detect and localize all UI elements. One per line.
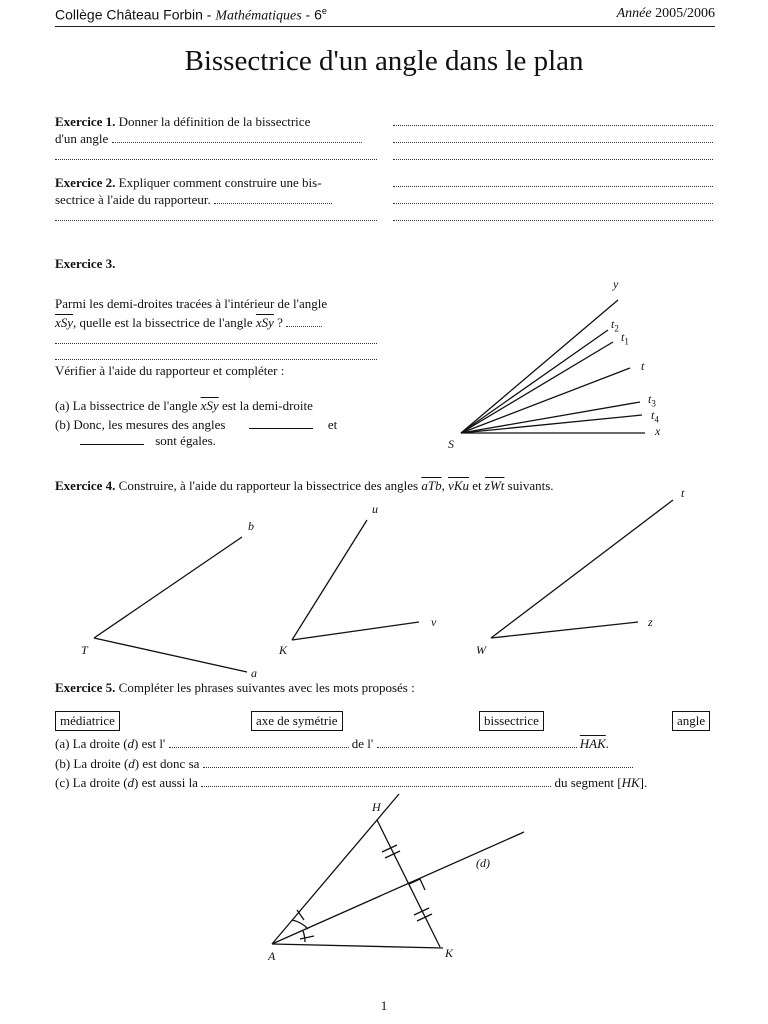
ray-t2 — [461, 330, 608, 433]
word-mediatrice[interactable]: médiatrice — [55, 711, 120, 731]
ex5-text-content: Compléter les phrases suivantes avec les mots proposés : — [118, 680, 415, 695]
ex3-b-pre: (b) Donc, les mesures des angles — [55, 417, 226, 432]
label-b: b — [248, 519, 254, 533]
ray-Kv — [292, 622, 419, 640]
ex5-c-pre: (c) La droite ( — [55, 775, 128, 790]
ex2-label: Exercice 2. — [55, 175, 116, 190]
subject: Mathématiques — [215, 8, 302, 24]
ex3-text2b: , quelle est la bissectrice de l'angle — [73, 315, 256, 330]
label-t2-main: t — [611, 317, 615, 331]
ex5-b-pre: (b) La droite ( — [55, 756, 129, 771]
ex3-b-end: sont égales. — [155, 433, 216, 448]
header-left: Collège Château Forbin - Mathématiques - 6e — [55, 6, 327, 24]
year-label: Année — [616, 6, 652, 21]
angle-aTb: $\overline{aTb}$ — [421, 478, 442, 493]
label-t1 — [621, 330, 629, 346]
ex3-text1: Parmi les demi-droites tracées à l'intérieur de l'angle — [55, 296, 328, 311]
label-u: u — [372, 502, 378, 516]
angle-xSy: $\overline{xSy}$ — [55, 315, 74, 330]
grade-sup: e — [321, 6, 327, 16]
label-K: K — [279, 643, 288, 657]
ex4-figure — [94, 500, 673, 672]
year: 2005/2006 — [655, 6, 715, 21]
angle-xSy: $\overline{xSy}$ — [255, 315, 274, 330]
ex5-c-end2: ]. — [639, 775, 648, 790]
label-A: A — [268, 949, 276, 963]
ex1-text1: Donner la définition de la bissectrice — [118, 114, 311, 129]
ex4-text-post: suivants. — [504, 478, 554, 493]
ex3-text2d: ? — [273, 315, 283, 330]
segment-HK-line — [377, 820, 440, 947]
segment-HK: HK — [621, 775, 640, 790]
school-name: Collège Château Forbin — [55, 6, 203, 23]
ray-Ta — [94, 638, 247, 672]
line-d: d — [128, 756, 135, 771]
label-a: a — [251, 666, 257, 680]
ex5-a-de: de l' — [351, 736, 374, 751]
grade: 6 — [314, 6, 322, 23]
label-x: x — [655, 424, 661, 438]
label-y: y — [613, 277, 619, 291]
ex2-text2: sectrice à l'aide du rapporteur. — [55, 192, 211, 207]
ex3-a-post: est la demi-droite — [218, 398, 313, 413]
label-T: T — [81, 643, 88, 657]
ex5-c-post: ) est aussi la — [134, 775, 198, 790]
page-title: Bissectrice d'un angle dans le plan — [184, 45, 584, 77]
ray-t — [461, 368, 630, 433]
ex4-text-pre: Construire, à l'aide du rapporteur la bissectrice des angles — [118, 478, 422, 493]
label-t1-main: t — [621, 330, 625, 344]
label-v: v — [431, 615, 437, 629]
label-t3 — [648, 392, 656, 408]
label-z: z — [648, 615, 653, 629]
word-bissectrice[interactable]: bissectrice — [479, 711, 544, 731]
ex5-c-end1: du segment [ — [554, 775, 622, 790]
line-d: d — [127, 775, 135, 790]
ray-Wz — [491, 622, 638, 638]
ex5-a-mid: ) est l' — [134, 736, 166, 751]
word-angle[interactable]: angle — [672, 711, 710, 731]
label-S: S — [448, 437, 454, 451]
ex3-text3: Vérifier à l'aide du rapporteur et compléter : — [55, 363, 285, 378]
label-t2-sub: 2 — [614, 323, 619, 334]
angle-arc — [292, 920, 308, 929]
line-AH — [272, 794, 399, 944]
angle-xSy: $\overline{xSy}$ — [200, 398, 219, 413]
label-t: t — [641, 359, 645, 373]
label-t-ex4: t — [681, 486, 685, 500]
tick — [297, 910, 304, 920]
ex3-a-pre: (a) La bissectrice de l'angle — [55, 398, 201, 413]
label-t1-sub: 1 — [624, 336, 629, 347]
tick — [300, 936, 314, 939]
label-t4-main: t — [651, 408, 655, 422]
label-t2 — [611, 317, 619, 333]
label-K-ex5: K — [445, 946, 454, 960]
ex2-text1: Expliquer comment construire une bis- — [118, 175, 322, 190]
ray-y — [461, 300, 618, 433]
ex4-label: Exercice 4. — [55, 478, 116, 493]
page-number: 1 — [380, 998, 388, 1013]
ex5-figure — [272, 794, 524, 948]
angle-zWt: $\overline{zWt}$ — [484, 478, 505, 493]
ex3-b-et: et — [327, 417, 338, 432]
label-t4-sub: 4 — [654, 414, 659, 425]
label-t4 — [651, 408, 659, 424]
angle-vKu: $\overline{vKu}$ — [448, 478, 470, 493]
line-d-bisector — [272, 832, 524, 944]
line-AK — [272, 944, 443, 948]
ex5-label: Exercice 5. — [55, 680, 116, 695]
label-d: (d) — [476, 856, 490, 870]
ex4-sep1: , — [441, 478, 449, 493]
label-t3-sub: 3 — [651, 398, 656, 409]
ex1-text2: d'un angle — [55, 131, 109, 146]
word-axe-symetrie[interactable]: axe de symétrie — [251, 711, 343, 731]
ex5-b-post: ) est donc sa — [134, 756, 200, 771]
ex1-label: Exercice 1. — [55, 114, 116, 129]
ex5-a-pre: (a) La droite ( — [55, 736, 128, 751]
angle-arc — [303, 931, 305, 942]
ray-Wt — [491, 500, 673, 638]
label-W: W — [476, 643, 486, 657]
label-t3-main: t — [648, 392, 652, 406]
angle-HAK: $\overline{HAK}$ — [579, 736, 606, 751]
ray-Ku — [292, 520, 367, 640]
ex4-sep2: et — [469, 478, 485, 493]
ray-Tb — [94, 537, 242, 638]
ex5-item-a: (a) La droite (d) est l' de l' $\overline{HAK}$. — [55, 736, 610, 751]
line-d: d — [127, 736, 135, 751]
label-H: H — [372, 800, 381, 814]
ex3-label-text: Exercice 3. — [55, 256, 116, 271]
